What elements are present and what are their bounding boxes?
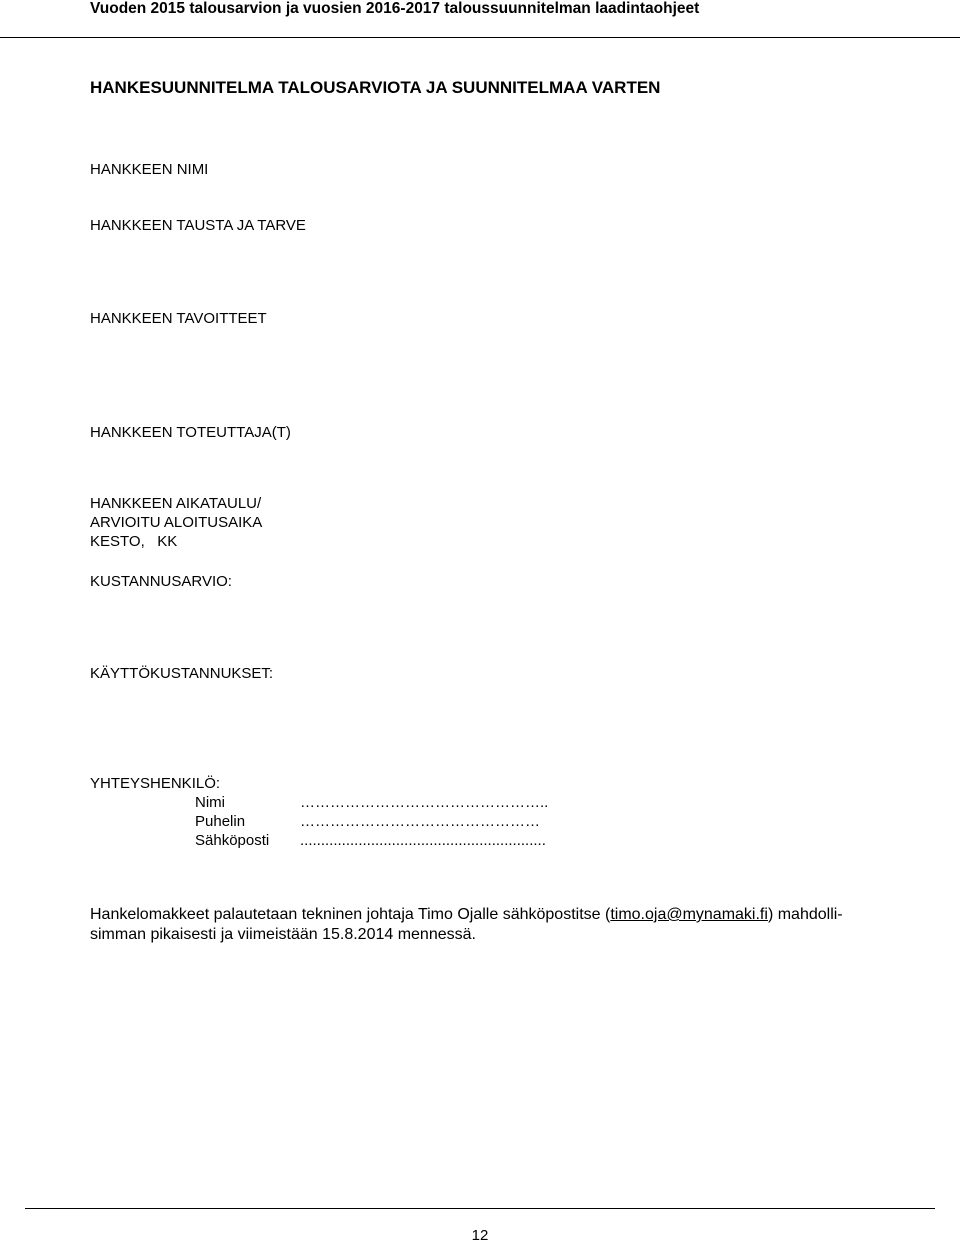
contact-phone-label: Puhelin: [195, 813, 246, 830]
header-title: Vuoden 2015 talousarvion ja vuosien 2016-2017 taloussuunnitelman laadintaohjeet: [90, 0, 700, 17]
contact-phone-fill-line: …………………………………………: [300, 813, 540, 830]
document-heading: HANKESUUNNITELMA TALOUSARVIOTA JA SUUNNITELMAA VARTEN: [90, 78, 661, 97]
header-divider: [0, 37, 960, 38]
field-schedule: HANKKEEN AIKATAULU/: [90, 495, 262, 512]
field-start-time: ARVIOITU ALOITUSAIKA: [90, 514, 263, 531]
field-operating-costs: KÄYTTÖKUSTANNUKSET:: [90, 665, 274, 682]
submission-note: [90, 905, 890, 945]
contact-name-label: Nimi: [195, 794, 225, 811]
field-cost-estimate: KUSTANNUSARVIO:: [90, 573, 232, 590]
note-text-before: Hankelomakkeet palautetaan tekninen johtaja Timo Ojalle sähköpostitse (: [90, 906, 611, 923]
contact-email-label: Sähköposti: [195, 832, 270, 849]
field-project-name: HANKKEEN NIMI: [90, 161, 209, 178]
contact-person-label: YHTEYSHENKILÖ:: [90, 775, 221, 792]
field-project-background: HANKKEEN TAUSTA JA TARVE: [90, 217, 306, 234]
footer-divider: [25, 1208, 935, 1209]
contact-email-fill-line: ...........................................................: [300, 832, 546, 849]
contact-email-link[interactable]: timo.oja@mynamaki.fi: [610, 906, 768, 923]
contact-name-fill-line: …………………………………………..: [300, 794, 549, 811]
note-text-after: ) mahdolli-simman pikaisesti ja viimeistään 15.8.2014 mennessä.: [90, 906, 843, 943]
page-number: 12: [471, 1227, 489, 1244]
field-duration: KESTO, KK: [90, 533, 178, 550]
field-project-implementers: HANKKEEN TOTEUTTAJA(T): [90, 424, 291, 441]
field-project-goals: HANKKEEN TAVOITTEET: [90, 310, 267, 327]
